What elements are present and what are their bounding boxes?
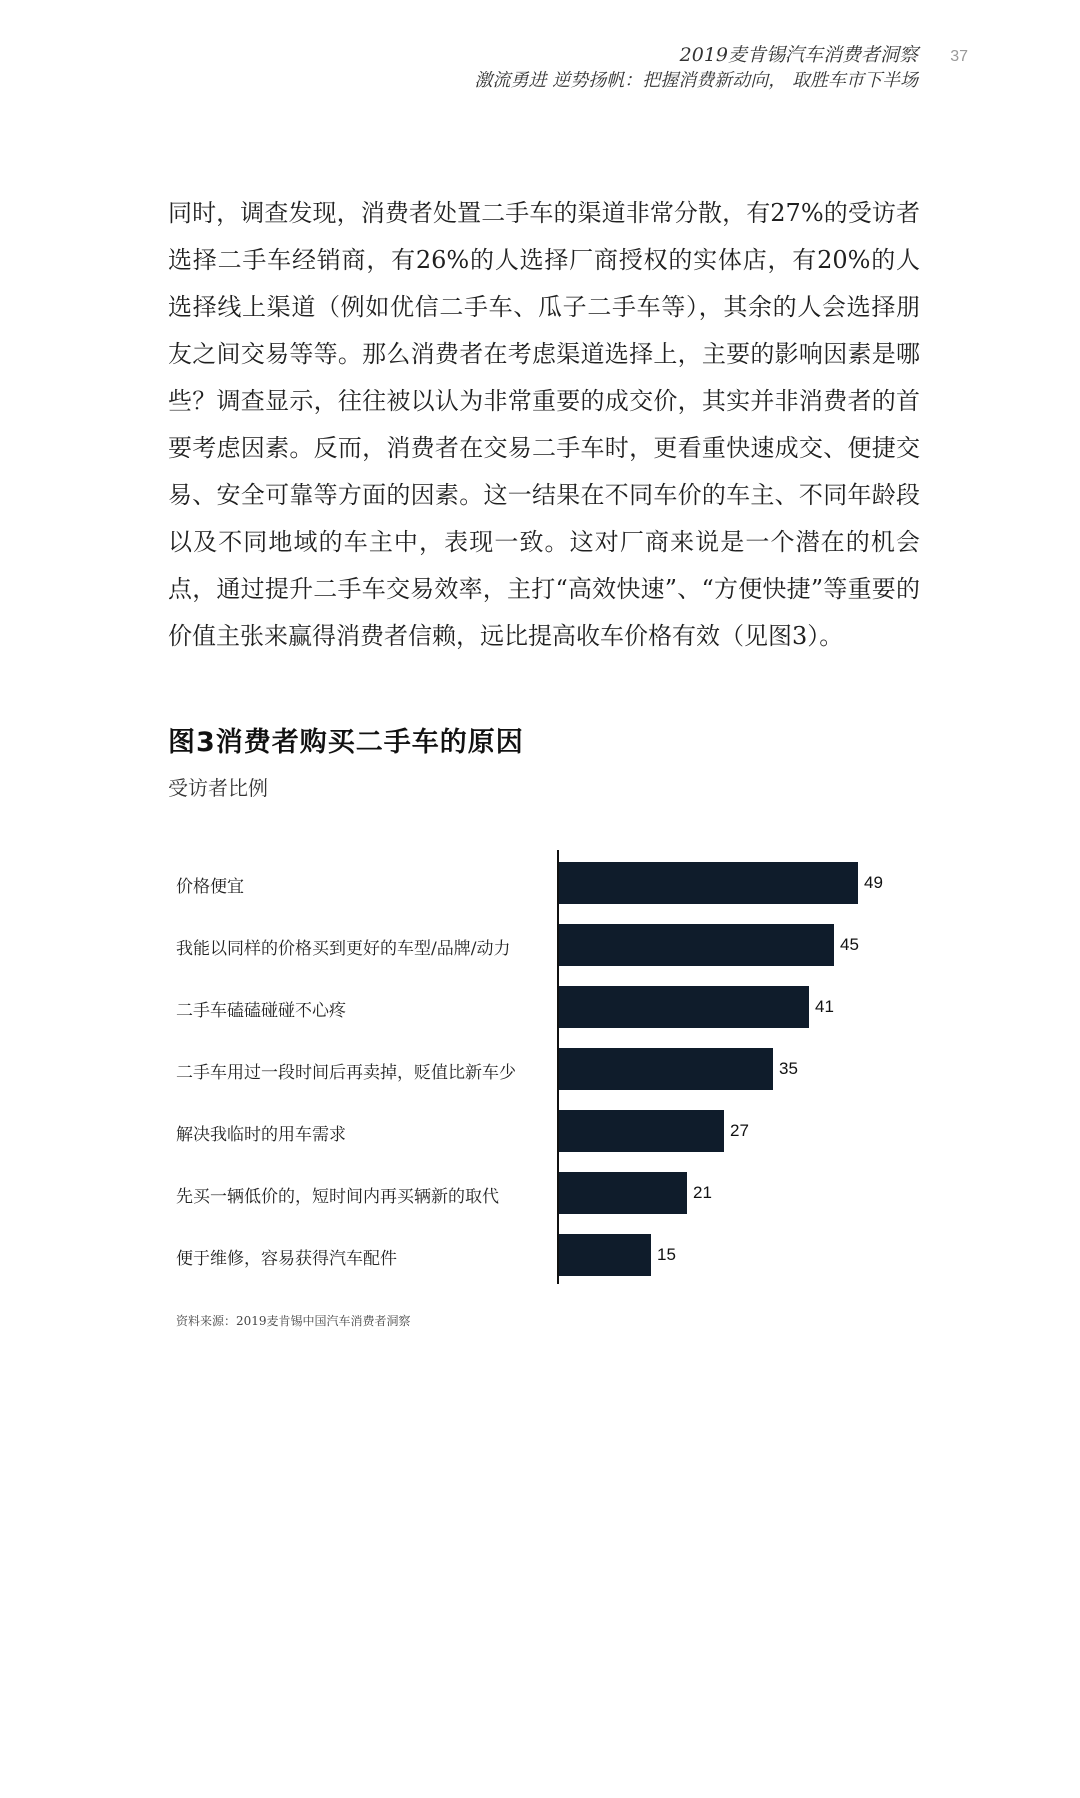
value-label: 21 — [693, 1183, 712, 1202]
report-subtitle: 激流勇进 逆势扬帆：把握消费新动向， 取胜车市下半场 — [474, 70, 918, 91]
figure-source: 资料来源：2019麦肯锡中国汽车消费者洞察 — [176, 1314, 411, 1328]
value-label: 15 — [657, 1245, 676, 1264]
category-label: 先买一辆低价的，短时间内再买辆新的取代 — [176, 1187, 499, 1207]
category-label: 解决我临时的用车需求 — [176, 1125, 346, 1145]
bar — [559, 924, 834, 966]
figure-title: 图3消费者购买二手车的原因 — [168, 727, 524, 758]
page-number: 37 — [950, 48, 968, 65]
bar — [559, 1172, 687, 1214]
value-label: 41 — [815, 997, 834, 1016]
category-label: 便于维修，容易获得汽车配件 — [176, 1249, 397, 1269]
body-paragraph: 同时，调查发现，消费者处置二手车的渠道非常分散，有27%的受访者选择二手车经销商，有26%的人选择厂商授权的实体店，有20%的人选择线上渠道（例如优信二手车、瓜子二手车等），其余的人会选择朋友之间交易等等。那么消费者在考虑渠道选择上，主要的影响因素是哪些？调查显示，往往被以认为非常重要的成交价，其实并非消费者的首要考虑因素。反而，消费者在交易二手车时，更看重快速成交、便捷交易、安全可靠等方面的因素。这一结果在不同车价的车主、不同年龄段以及不同地域的车主中，表现一致。这对厂商来说是一个潜在的机会点，通过提升二手车交易效率，主打“高效快速”、“方便快捷”等重要的价值主张来赢得消费者信赖，远比提高收车价格有效（见图3）。 — [168, 199, 920, 650]
category-label: 二手车用过一段时间后再卖掉，贬值比新车少 — [176, 1063, 516, 1083]
bar — [559, 862, 858, 904]
value-label: 45 — [840, 935, 859, 954]
category-label: 二手车磕磕碰碰不心疼 — [176, 1001, 346, 1021]
bar — [559, 986, 809, 1028]
figure-subtitle: 受访者比例 — [168, 776, 268, 800]
value-label: 35 — [779, 1059, 798, 1078]
report-title: 2019麦肯锡汽车消费者洞察 — [679, 44, 918, 66]
category-label: 价格便宜 — [176, 877, 244, 897]
category-label: 我能以同样的价格买到更好的车型/品牌/动力 — [176, 939, 511, 959]
bar — [559, 1234, 651, 1276]
value-label: 27 — [730, 1121, 749, 1140]
bar — [559, 1110, 724, 1152]
running-header — [475, 42, 918, 94]
value-label: 49 — [864, 873, 883, 892]
bar-chart — [0, 850, 1080, 1290]
bar — [559, 1048, 773, 1090]
